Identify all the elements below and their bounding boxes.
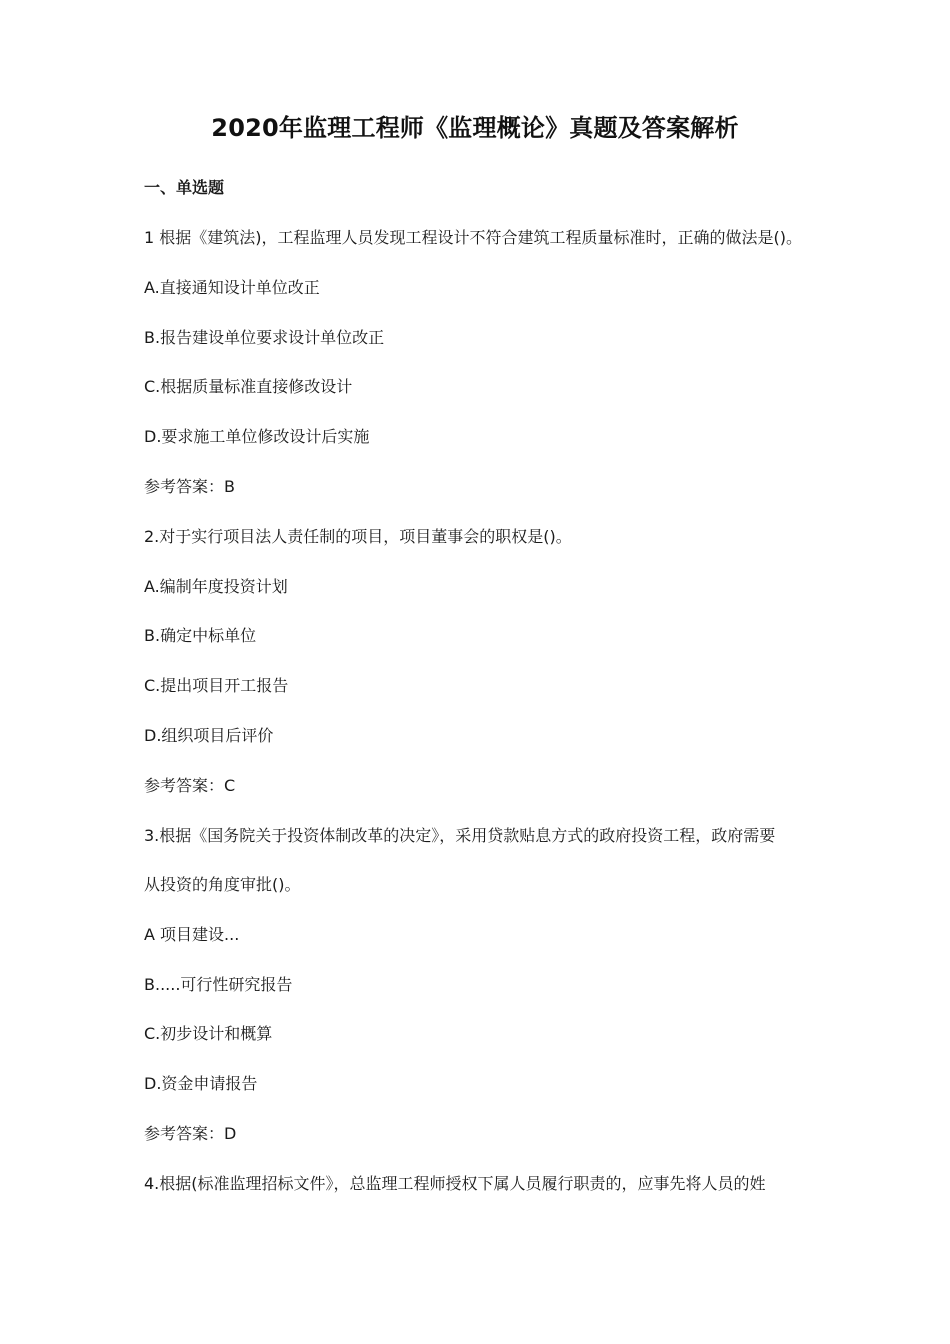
- question-3-option-b: B.....可行性研究报告: [144, 975, 293, 994]
- question-3-option-a: A 项目建设...: [144, 925, 240, 944]
- document-title: 2020年监理工程师《监理概论》真题及答案解析: [211, 114, 739, 142]
- question-3-answer: 参考答案：D: [144, 1124, 237, 1143]
- question-1-answer: 参考答案：B: [144, 477, 235, 496]
- question-4-text: 4.根据(标准监理招标文件》，总监理工程师授权下属人员履行职责的，应事先将人员的姓: [144, 1174, 766, 1193]
- question-2-option-c: C.提出项目开工报告: [144, 676, 289, 695]
- question-3-text-line-1: 3.根据《国务院关于投资体制改革的决定》，采用贷款贴息方式的政府投资工程，政府需要: [144, 826, 776, 845]
- question-1-option-d: D.要求施工单位修改设计后实施: [144, 427, 370, 446]
- question-3-option-d: D.资金申请报告: [144, 1074, 258, 1093]
- question-2-option-d: D.组织项目后评价: [144, 726, 274, 745]
- question-3-text-line-2: 从投资的角度审批()。: [144, 875, 301, 894]
- question-2-text: 2.对于实行项目法人责任制的项目，项目董事会的职权是()。: [144, 527, 572, 546]
- question-1-option-c: C.根据质量标准直接修改设计: [144, 377, 353, 396]
- section-heading: 一、单选题: [144, 178, 225, 197]
- question-2-option-b: B.确定中标单位: [144, 626, 257, 645]
- question-2-option-a: A.编制年度投资计划: [144, 577, 288, 596]
- question-1-text: 1 根据《建筑法)，工程监理人员发现工程设计不符合建筑工程质量标准时，正确的做法是()。: [144, 228, 802, 247]
- question-3-option-c: C.初步设计和概算: [144, 1024, 273, 1043]
- question-1-option-a: A.直接通知设计单位改正: [144, 278, 320, 297]
- question-2-answer: 参考答案：C: [144, 776, 236, 795]
- question-1-option-b: B.报告建设单位要求设计单位改正: [144, 328, 385, 347]
